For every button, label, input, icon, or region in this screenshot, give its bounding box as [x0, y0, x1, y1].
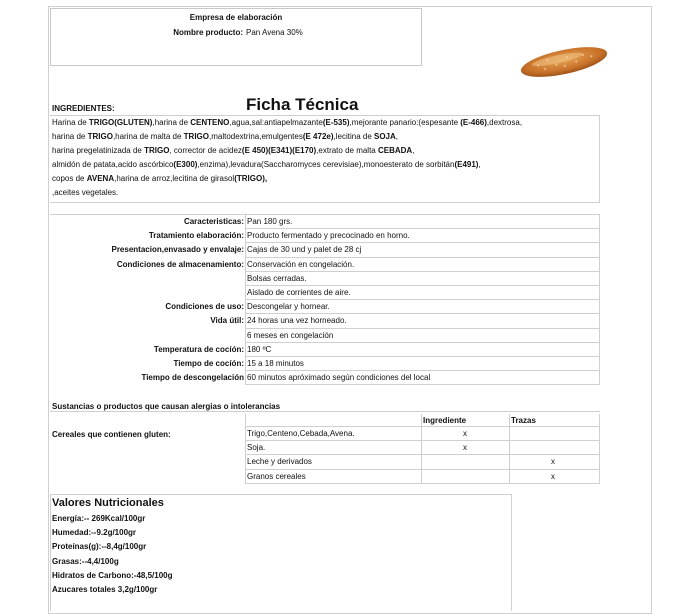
page-title: Ficha Técnica [246, 95, 359, 114]
allergen-name: Leche y derivados [247, 457, 312, 467]
nutrition-item: Grasas:--4,4/100g [52, 556, 119, 566]
ingredient-segment: copos de [52, 174, 87, 183]
spec-label: Tratamiento elaboración: [148, 231, 244, 241]
ingredient-segment: ,aceites vegetales. [52, 188, 119, 197]
spec-row [0, 300, 700, 314]
ingredient-segment: TRIGO [144, 146, 170, 155]
ingredients-line [52, 144, 522, 158]
ingredient-segment: (E-535) [322, 118, 350, 127]
ingredient-segment: , [412, 146, 415, 155]
allergen-name: Soja. [247, 443, 266, 453]
spec-value: 24 horas una vez horneado. [247, 316, 347, 326]
spec-label: Caracteristicas: [183, 217, 244, 226]
ingredients-text [52, 116, 522, 200]
spec-row [0, 243, 700, 257]
ingredient-segment: CEBADA [377, 146, 413, 155]
allergens-heading: Sustancias o productos que causan alergias o intolerancias [52, 402, 281, 411]
ingredient-segment: (TRIGO), [234, 174, 268, 183]
ingredients-line [52, 172, 522, 186]
spec-label: Tiempo de cocíón: [173, 359, 244, 368]
ingredient-segment: ,lecitina de [333, 132, 374, 141]
nutrition-item: Energía:-- 269Kcal/100gr [52, 514, 146, 523]
spec-row [0, 272, 700, 286]
ingredient-segment: ,harina de arroz,lecitina de girasol [114, 174, 235, 183]
spec-value: 60 minutos apróximado según condiciones del local [247, 373, 431, 383]
spec-value: Bolsas cerradas. [247, 273, 307, 283]
header-box [50, 8, 422, 66]
spec-row [0, 215, 700, 229]
spec-value: Producto fermentado y precocinado en horno. [247, 231, 410, 241]
spec-row [0, 343, 700, 357]
allergen-group-label: Cereales que contienen gluten: [52, 430, 171, 439]
ingredient-segment: AVENA [86, 174, 115, 183]
spec-label: Presentacion,envasado y envalaje: [111, 245, 244, 255]
spec-row [0, 357, 700, 371]
ingredient-segment: (E 450)(E341)(E170) [241, 146, 317, 155]
ingredient-segment: harina de [52, 132, 88, 141]
ingredient-segment: , [478, 160, 481, 169]
ingredients-line [52, 158, 522, 172]
ingredient-segment: TRIGO [183, 132, 209, 141]
spec-value: 15 a 18 minutos [247, 359, 304, 368]
product-value: Pan Avena 30% [246, 28, 303, 37]
ingredient-segment: ,agua,sal:antiapelmazante [229, 118, 323, 127]
ingredient-segment: (E 472e) [302, 132, 334, 141]
ingredient-segment: (E300) [173, 160, 198, 169]
nutrition-item: Hidratos de Carbono:-48,5/100g [52, 570, 173, 580]
ingredient-segment: (E-466) [460, 118, 487, 127]
col-ingrediente: Ingrediente [423, 416, 467, 425]
spec-value: Descongelar y hornear. [247, 302, 330, 312]
ingredient-segment: almidón de patata,acido ascórbico [52, 160, 174, 169]
spec-value: Conservación en congelación. [247, 259, 355, 269]
ingredient-segment: CENTENO [190, 118, 230, 127]
col-trazas: Trazas [511, 416, 536, 425]
ingredient-segment: ,enzima),levadura(Saccharomyces cerevisiae),monoesterato de sorbitán [197, 160, 455, 169]
nutrition-item: Proteínas(g):--8,4g/100gr [52, 542, 147, 552]
product-label: Nombre producto: [173, 28, 243, 37]
ingredient-segment: SOJA [373, 132, 396, 141]
ingredient-segment: ,harina de malta de [112, 132, 184, 141]
ingredient-segment: ,harina de [152, 118, 191, 127]
allergen-ingrediente-mark: x [463, 443, 467, 453]
spec-value: Pan 180 grs. [247, 217, 293, 226]
bread-image [518, 44, 610, 80]
allergen-name: Granos cereales [247, 471, 306, 481]
ingredient-segment: ,dextrosa, [486, 118, 523, 127]
spec-row [0, 314, 700, 328]
nutrition-heading: Valores Nutricionales [52, 497, 164, 509]
spec-row [0, 286, 700, 300]
ingredient-segment: TRIGO [87, 132, 113, 141]
ingredient-segment: Harina de [52, 118, 89, 127]
spec-label: Tiempo de descongelación [141, 373, 244, 383]
ingredients-line [52, 130, 522, 144]
company-label: Empresa de elaboración [189, 13, 283, 22]
spec-label: Condiciones de uso: [165, 302, 244, 312]
spec-value: Cajas de 30 und y palet de 28 cj [247, 245, 362, 255]
ingredients-heading: INGREDIENTES: [52, 104, 115, 113]
ingredient-segment: , [395, 132, 399, 141]
spec-label: Temperatura de cocíón: [153, 344, 244, 354]
spec-value: 180 ºC [247, 344, 272, 354]
ingredient-segment: (E491) [454, 160, 479, 169]
spec-row [0, 229, 700, 243]
allergen-ingrediente-mark: x [463, 429, 467, 438]
specs-table [0, 214, 700, 384]
allergen-name: Trigo,Centeno,Cebada,Avena. [247, 429, 355, 438]
ingredient-segment: TRIGO(GLUTEN) [88, 118, 153, 127]
ingredient-segment: ,extrato de malta [316, 146, 378, 155]
nutrition-item: Azucares totales 3,2g/100gr [52, 584, 158, 594]
nutrition-list [52, 512, 172, 597]
ingredient-segment: ,mejorante panario:(espesante [349, 118, 461, 127]
spec-value: 6 meses en congelación [247, 330, 334, 340]
ingredient-segment: , corrector de acidez [169, 146, 242, 155]
allergen-trazas-mark: x [551, 457, 555, 467]
spec-value: Aislado de corrientes de aire. [247, 288, 351, 297]
spec-label: Condiciones de almacenamiento: [116, 259, 244, 269]
spec-row [0, 329, 700, 343]
nutrition-item: Humedad:--9.2g/100gr [52, 528, 137, 538]
allergens-table [0, 426, 700, 486]
spec-label: Vida útil: [210, 316, 244, 326]
spec-row [0, 371, 700, 385]
spec-row [0, 258, 700, 272]
ingredients-line [52, 186, 522, 200]
ingredient-segment: harina pregelatinizada de [52, 146, 145, 155]
ingredients-line [52, 116, 522, 130]
ingredient-segment: ,maltodextrina,emulgentes [209, 132, 303, 141]
allergen-trazas-mark: x [551, 471, 555, 481]
